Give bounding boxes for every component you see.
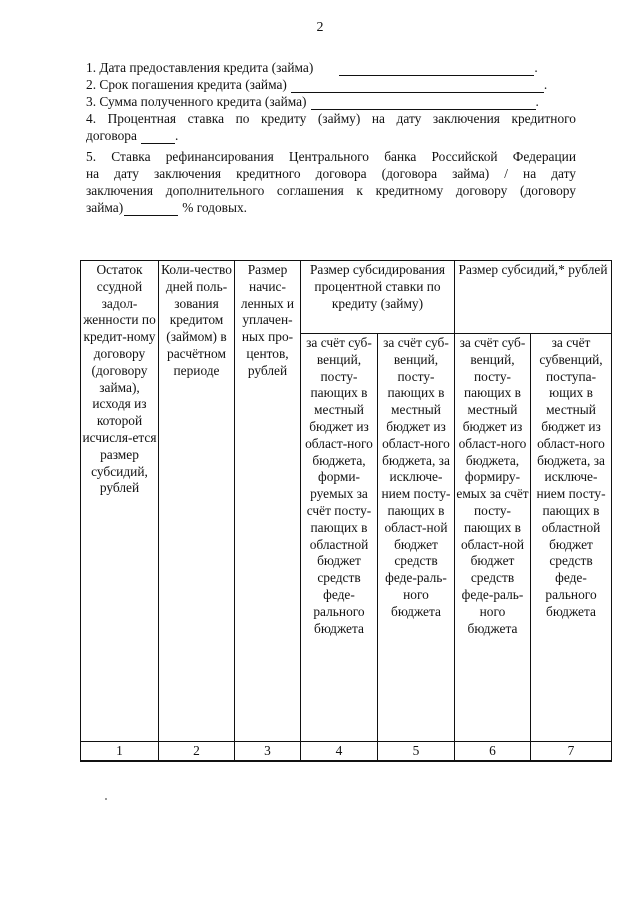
item4-prefix: договора — [86, 128, 137, 143]
item4-end: . — [174, 128, 179, 143]
column-number: 4 — [301, 742, 378, 762]
item-refinancing-rate — [86, 148, 576, 216]
repayment-term-blank[interactable] — [291, 79, 544, 93]
refinancing-rate-blank[interactable] — [124, 202, 178, 216]
credit-amount-blank[interactable] — [311, 96, 536, 110]
column-number: 6 — [455, 742, 531, 762]
header-days-of-use: Коли-чество дней поль-зования кредитом (займом) в расчётном периоде — [159, 261, 235, 742]
header-rate-non-federal: за счёт суб-венций, посту-пающих в местный бюджет из област-ного бюджета, за исключе-нием посту-пающих в област-ной бюджет средств феде-раль-ного бюджета — [378, 334, 455, 742]
header-subsidy-federal: за счёт суб-венций, посту-пающих в местный бюджет из област-ного бюджета, формиру-емых за счёт посту-пающих в област-ной бюджет средств феде-раль-ного бюджета — [455, 334, 531, 742]
item5-line1: 5. Ставка рефинансирования Центрального банка Российской Федерации — [86, 149, 576, 164]
column-number: 2 — [159, 742, 235, 762]
column-number-row — [81, 742, 612, 762]
header-subsidized-rate: Размер субсидирования процентной ставки по кредиту (займу) — [301, 261, 455, 334]
item5-line2: на дату заключения кредитного договора (договора займа) / на дату — [86, 166, 576, 181]
header-interest-paid: Размер начис-ленных и уплачен-ных про-центов, рублей — [235, 261, 301, 742]
header-loan-balance: Остаток ссудной задол-женности по кредит-ному договору (договору займа), исходя из которой исчисля-ется размер субсидий, рублей — [81, 261, 159, 742]
item-end: . — [535, 94, 539, 109]
item5-prefix: займа) — [86, 200, 124, 215]
column-number: 5 — [378, 742, 455, 762]
header-subsidy-amount: Размер субсидий,* рублей — [455, 261, 612, 334]
form-lines — [86, 59, 576, 216]
item-label: 2. Срок погашения кредита (займа) — [86, 77, 287, 92]
header-subsidy-non-federal: за счёт субвенций, поступа-ющих в местный бюджет из област-ного бюджета, за исключе-нием посту-пающих в областной бюджет средств феде-рального бюджета — [531, 334, 612, 742]
item-end: . — [534, 60, 538, 75]
page-number: 2 — [316, 20, 324, 35]
item-repayment-term — [86, 76, 576, 93]
table-header-row — [81, 261, 612, 334]
interest-rate-blank[interactable] — [141, 130, 175, 144]
header-rate-federal: за счёт суб-венций, посту-пающих в местный бюджет из област-ного бюджета, форми-руемых за счёт посту-пающих в областной бюджет средств феде-рального бюджета — [301, 334, 378, 742]
column-number: 3 — [235, 742, 301, 762]
column-number: 7 — [531, 742, 612, 762]
item-end: . — [543, 77, 548, 92]
item-label: 1. Дата предоставления кредита (займа) — [86, 60, 314, 75]
item5-suffix: % годовых. — [182, 200, 248, 215]
item-interest-rate — [86, 110, 576, 144]
credit-date-blank[interactable] — [339, 62, 534, 76]
item4-line1: 4. Процентная ставка по кредиту (займу) на дату заключения кредитного — [86, 111, 576, 126]
column-number: 1 — [81, 742, 159, 762]
item-credit-date — [86, 59, 576, 76]
subsidy-table — [80, 260, 612, 762]
scan-speck — [105, 798, 107, 800]
item-credit-amount — [86, 93, 576, 110]
item5-line3: заключения дополнительного соглашения к кредитному договору (договору — [86, 183, 576, 198]
item-label: 3. Сумма полученного кредита (займа) — [86, 94, 307, 109]
